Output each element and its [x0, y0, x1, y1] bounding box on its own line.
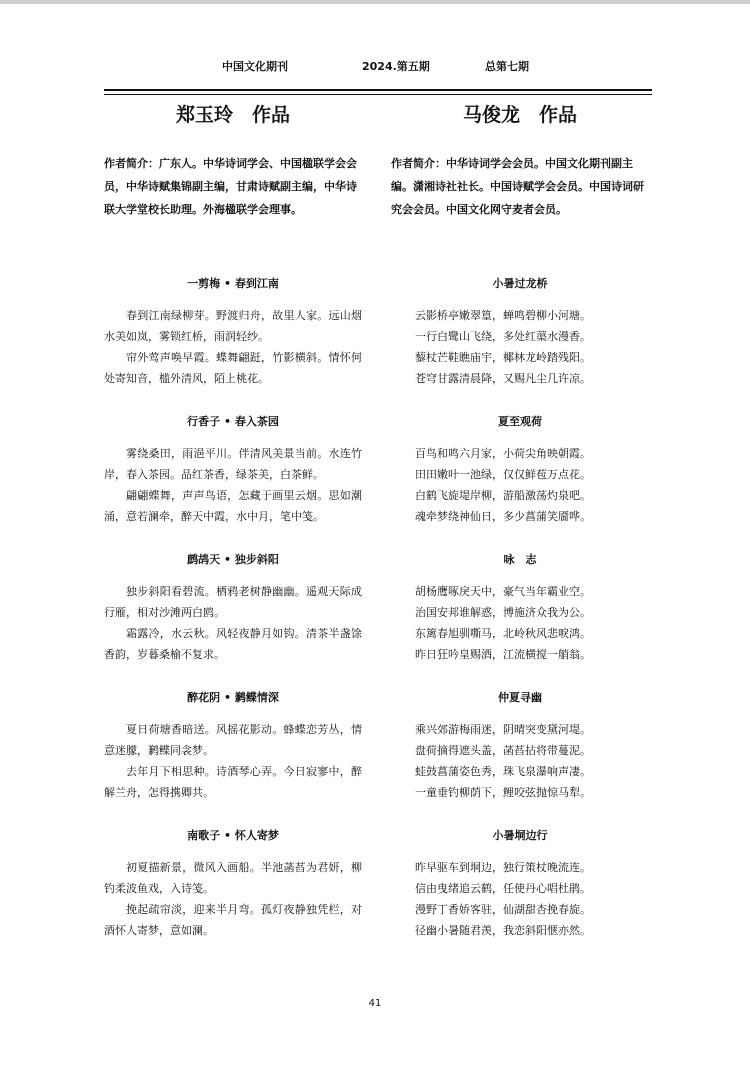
- poem-block: [104, 275, 362, 389]
- poem-block: [391, 551, 649, 665]
- total-issue-label: 总第七期: [485, 60, 529, 73]
- poem-stanza: 夏日荷塘香暗送。风摇花影动。蜂蝶恋芳丛，情意迷朦，鹣鲽同衾梦。: [104, 723, 362, 757]
- poem-line: 藜杖芒鞋瞧庙宇，椰林龙岭踏残阳。: [415, 351, 591, 364]
- poem-title: 仲夏寻幽: [498, 691, 542, 704]
- poem-line: 一行白鹭山飞绕，多处红蕖水漫香。: [415, 330, 591, 343]
- poem-line: 信由曳绪追云鹤，任使丹心唱杜鹃。: [415, 882, 591, 895]
- header-rule-thin: [104, 94, 652, 95]
- page-number: 41: [368, 998, 382, 1009]
- poem-title: 小暑过龙桥: [492, 277, 548, 290]
- poem-line: 径幽小暑随君羡，我恋斜阳惬亦然。: [415, 924, 591, 937]
- poem-block: [391, 413, 649, 527]
- right-author-bio: 作者简介：中华诗词学会会员。中国文化期刊副主编。潇湘诗社社长。中国诗赋学会会员。中国诗词研究会会员。中国文化网守麦者会员。: [391, 157, 644, 216]
- poem-block: [104, 551, 362, 665]
- poem-line: 白鹤飞旋堤岸柳，游船激荡灼泉吧。: [415, 489, 591, 502]
- poem-title: 夏至观荷: [498, 415, 542, 428]
- poem-stanza: 挽起疏帘淡，迎来半月弯。孤灯夜静独凭栏，对酒怀人寄梦，意如澜。: [104, 903, 362, 937]
- poem-stanza: 翩翩蝶舞，声声鸟语，怎藏于画里云烟。思如潮涌，意若澜牵，醉天中霞，水中月，笔中笺。: [104, 489, 362, 523]
- poem-title: 小暑垌边行: [492, 829, 548, 842]
- poem-block: [391, 689, 649, 803]
- left-author-title: 郑玉玲 作品: [175, 104, 290, 126]
- right-author-title: 马俊龙 作品: [462, 104, 577, 126]
- poem-title: 南歌子 • 怀人寄梦: [187, 829, 279, 842]
- poem-stanza: 去年月下相思种。诗酒琴心弄。今日寂寥中，醉解兰舟，怎得携卿共。: [104, 765, 362, 799]
- poem-line: 昨早驱车到垌边，独行策杖晚流连。: [415, 861, 591, 874]
- poem-title: 咏 志: [503, 553, 537, 566]
- poem-line: 治国安邦谁解惑，博施济众我为公。: [415, 606, 591, 619]
- poem-block: [391, 827, 649, 941]
- poem-stanza: 雾绕桑田，雨浥平川。伴清风美景当前。水连竹岸，春入茶园。品红茶香，绿茶美，白茶鲜。: [104, 447, 362, 481]
- poem-line: 昨日狂吟皇赐酒，江流横搅一艄翁。: [415, 648, 591, 661]
- poem-stanza: 初夏描新景，微风入画船。半池菡萏为君妍，柳钓柔波鱼戏，入诗笺。: [104, 861, 362, 895]
- poem-title: 鹧鸪天 • 独步斜阳: [187, 553, 279, 566]
- poem-line: 盘荷摘得遮头盖，菡萏拈将带蔓泥。: [415, 744, 591, 757]
- poem-line: 田田嫩叶一池绿，仅仅鲜苞万点花。: [415, 468, 591, 481]
- poem-line: 胡杨鹰啄戾天中，豪气当年霸业空。: [415, 585, 591, 598]
- poem-block: [391, 275, 649, 389]
- poem-line: 漫野丁香娇客驻，仙湖甜杏挽春旋。: [415, 903, 591, 916]
- poem-stanza: 帘外莺声唤早霞。蝶舞翩跹，竹影横斜。情怀何处寄知音，槛外清风，陌上桃花。: [104, 351, 362, 385]
- poem-stanza: 春到江南绿柳芽。野渡归舟，故里人家。远山烟水美如岚，雾锁红桥，雨润轻纱。: [104, 309, 362, 343]
- issue-label: 2024.第五期: [362, 60, 430, 73]
- top-border: [0, 0, 750, 4]
- poem-block: [104, 827, 362, 941]
- left-column: [104, 100, 362, 937]
- poem-title: 醉花阴 • 鹣鲽情深: [187, 691, 279, 704]
- poem-line: 一童垂钓柳荫下，鲤咬弦抛惊马犁。: [415, 786, 591, 799]
- left-author-bio: 作者简介：广东人。中华诗词学会、中国楹联学会会员，中华诗赋集锦副主编，甘肃诗赋副主编，中华诗联大学堂校长助理。外海楹联学会理事。: [104, 157, 357, 216]
- journal-name: 中国文化期刊: [222, 60, 288, 73]
- poem-stanza: 独步斜阳看碧流。栖鸦老树静幽幽。遥观天际成行雁，相对沙滩两白鸥。: [104, 585, 362, 619]
- poem-stanza: 霜露冷，水云秋。风轻夜静月如钩。清茶半盏馀香韵，岁暮桑榆不复求。: [104, 627, 362, 661]
- poem-line: 东篱春旭驯嘶马，北岭秋风悲唳鸿。: [415, 627, 591, 640]
- poem-line: 蛙鼓菖蒲姿色秀，珠飞泉瀑响声凄。: [415, 765, 591, 778]
- poem-line: 魂牵梦绕神仙日，多少菖蒲笑靥哗。: [415, 510, 591, 523]
- poem-block: [104, 689, 362, 803]
- poem-line: 云影桥亭嫩翠篁，蝉鸣碧柳小河塘。: [415, 309, 591, 322]
- poem-line: 乘兴郊游梅雨迷，阴晴突变黛河堤。: [415, 723, 591, 736]
- right-column: [391, 100, 649, 937]
- poem-line: 百鸟和鸣六月家，小荷尖角映朝霞。: [415, 447, 591, 460]
- header-rule-thick: [104, 89, 652, 91]
- journal-header: [0, 58, 750, 74]
- poem-title: 一剪梅 • 春到江南: [187, 277, 279, 290]
- poem-block: [104, 413, 362, 527]
- poem-line: 苍穹甘露清晨降，又赐凡尘几许凉。: [415, 372, 591, 385]
- poem-title: 行香子 • 春入茶园: [187, 415, 279, 428]
